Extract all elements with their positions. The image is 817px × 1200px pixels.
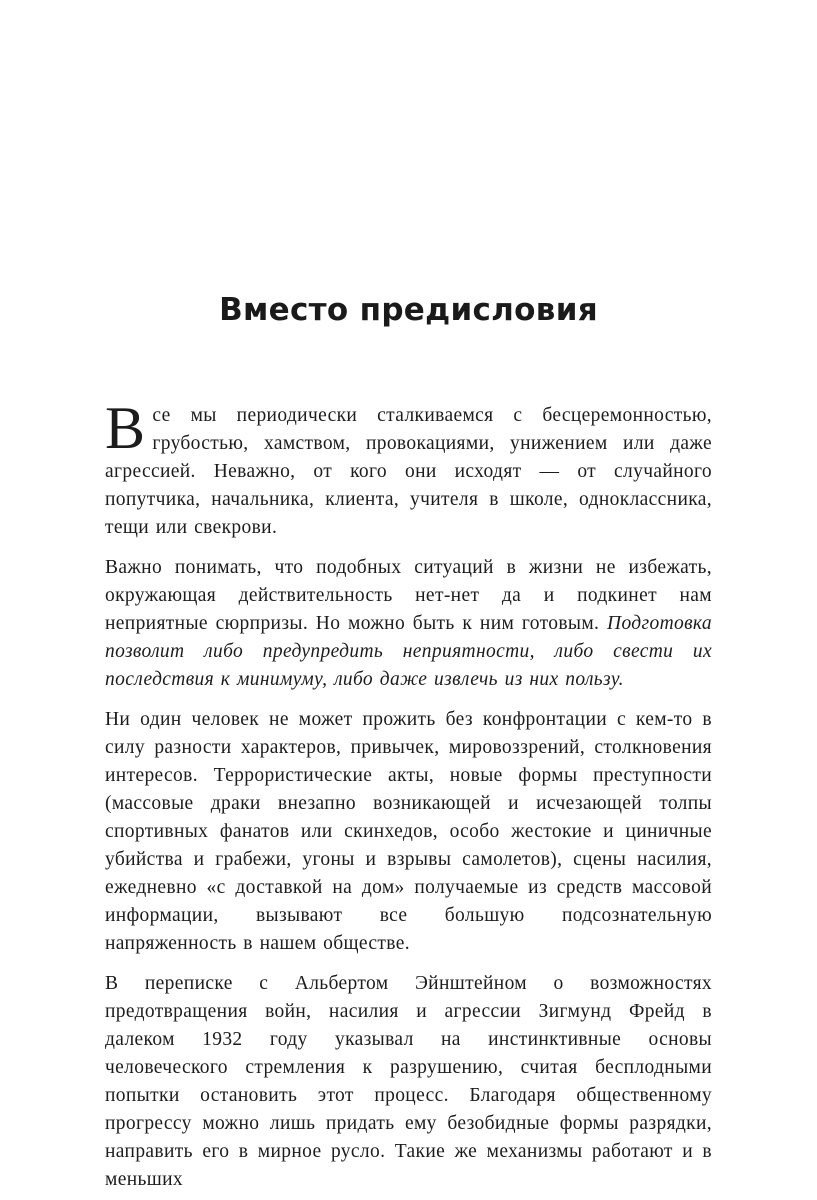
body-text [105,395,712,1194]
paragraph-2-text: Важно понимать, что подобных ситуаций в жизни не избежать, окружающая действительность нет-нет да и подкинет нам неприятные сюрпризы. Но можно быть к ним готовым. [105,557,712,634]
paragraph-3: Ни один человек не может прожить без конфронтации с кем-то в силу разности характеров, привычек, мировоззрений, столкновения интересов. Террористические акты, новые формы преступности (массовые драки внезапно возникающей и исчезающей толпы спортивных фанатов или скинхедов, особо жестокие и циничные убийства и грабежи, угоны и взрывы самолетов), сцены насилия, ежедневно «с доставкой на дом» получаемые из средств массовой информации, вызывают все большую подсознательную напряженность в нашем обществе. [105,709,712,954]
paragraph-1-text: се мы периодически сталкиваемся с бесцеремонностью, грубостью, хамством, провокациями, унижением или даже агрессией. Неважно, от кого они исходят — от случайного попутчика, начальника, клиента, учителя в школе, одноклассника, тещи или свекрови. [105,405,712,538]
drop-cap: В [105,395,146,461]
paragraph-1 [105,395,712,542]
paragraph-4: В переписке с Альбертом Эйнштейном о возможностях предотвращения войн, насилия и агрессии Зигмунд Фрейд в далеком 1932 году указывал на инстинктивные основы человеческого стремления к разрушению, считая бесплодными попытки остановить этот процесс. Благодаря общественному прогрессу можно лишь придать ему безобидные формы разрядки, направить его в мирное русло. Такие же механизмы работают и в меньших [105,973,712,1190]
paragraph-2-italic-text: Подготовка позволит либо предупредить неприятности, либо свести их последствия к минимуму, либо даже извлечь из них пользу. [105,613,712,690]
chapter-title: Вместо предисловия [219,292,598,328]
paragraph-2 [105,554,712,694]
